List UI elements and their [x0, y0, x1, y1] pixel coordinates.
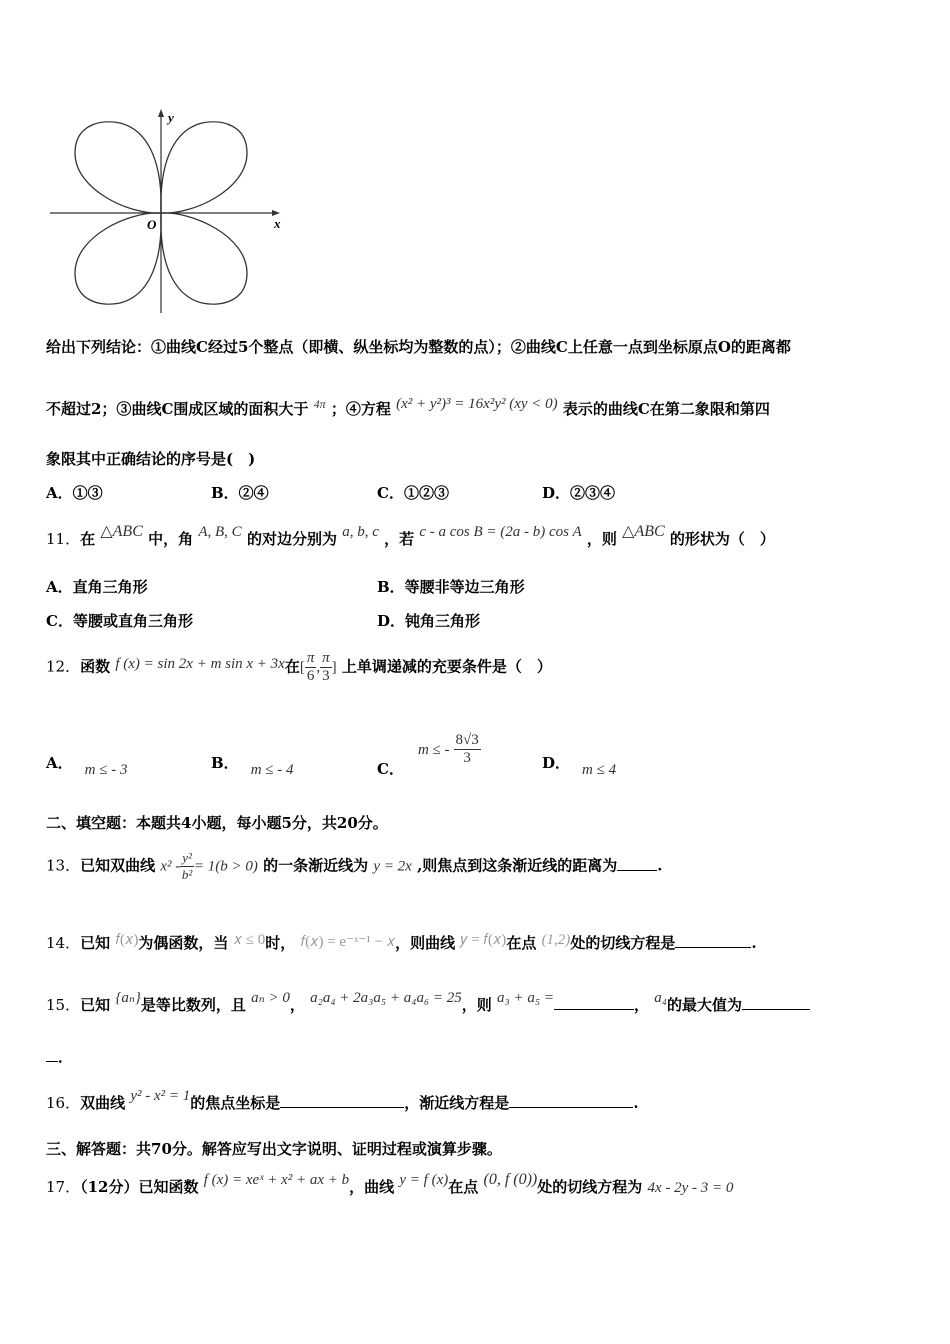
petal-top-left: [75, 122, 161, 213]
q12-frac-a: [305, 650, 317, 685]
q17-tangent: 4x - 2y - 3 = 0: [647, 1180, 734, 1196]
q12-interval-open: [: [299, 659, 305, 676]
q15-t4: 的最大值为: [666, 996, 742, 1014]
q10-option-a[interactable]: A．①③: [46, 484, 103, 502]
q12-frac-b: [320, 650, 332, 685]
q17-t3: 处的切线方程为: [537, 1178, 643, 1196]
section-2-heading: 二、填空题：本题共4小题，每小题5分，共20分。: [46, 814, 388, 832]
q14-expression: 𝑓(𝑥) = e⁻ˣ⁻¹ − 𝑥: [300, 934, 396, 950]
q11-option-b[interactable]: B．等腰非等边三角形: [377, 578, 525, 596]
q13-number: 13．: [46, 856, 81, 875]
q16-stem: [46, 1088, 639, 1113]
q13-t1: 已知双曲线: [80, 856, 156, 875]
q14-f: 𝑓(𝑥): [115, 932, 139, 948]
q15-positive: aₙ > 0: [251, 990, 290, 1006]
q16-t1: 双曲线: [80, 1094, 126, 1112]
q13-eq-post: = 1(b > 0): [193, 858, 258, 875]
q14-t1: 已知: [80, 934, 111, 952]
q15-t1: 已知: [80, 996, 111, 1014]
q16-number: 16．: [46, 1094, 81, 1112]
q12-option-c-num: 8√3: [455, 732, 479, 748]
q17-t2: 在点: [448, 1178, 479, 1196]
q15-continuation: [46, 1046, 73, 1067]
q13-t3: ,则焦点到这条渐近线的距离为: [417, 856, 618, 875]
q11-t2: 中，角: [148, 530, 194, 548]
q12-frac-a-den: 6: [306, 668, 315, 684]
q13-eq-den: b²: [181, 867, 193, 882]
axis-x-label: x: [274, 216, 281, 231]
q14-t6: 处的切线方程是: [570, 934, 676, 952]
q15-a4: a₄: [654, 990, 667, 1006]
q11-t3: 的对边分别为: [246, 530, 337, 548]
q10-option-d[interactable]: D．②③④: [542, 484, 616, 502]
q11-option-c[interactable]: C．等腰或直角三角形: [46, 612, 193, 630]
q12-option-c-den: 3: [463, 750, 471, 766]
q13-asymptote: y = 2x: [373, 858, 412, 875]
q17-t1: ，曲线: [349, 1178, 395, 1196]
q11-t1: 在: [80, 530, 96, 548]
q14-t3: 时，: [265, 934, 296, 952]
q15-t2: 是等比数列，且: [140, 996, 246, 1014]
q14-curve: 𝑦 = 𝑓(𝑥): [460, 932, 507, 948]
q12-option-d-expr: m ≤ 4: [582, 762, 617, 778]
q15-comma-2: ，: [633, 996, 649, 1014]
q16-t2: 的焦点坐标是: [190, 1094, 281, 1112]
q10-option-b[interactable]: B．②④: [211, 484, 269, 502]
q10-line2-b: ；④方程: [330, 400, 391, 418]
q12-t1: 函数: [80, 657, 111, 676]
q15-answer-blank-2[interactable]: [742, 995, 810, 1010]
q12-option-a[interactable]: [46, 752, 128, 778]
q13-t2: 的一条渐近线为: [263, 856, 369, 875]
q14-answer-blank[interactable]: [675, 933, 751, 948]
q14-condition: 𝑥 ≤ 0: [233, 932, 266, 948]
q16-t3: ，渐近线方程是: [404, 1094, 510, 1112]
origin-label: O: [147, 217, 157, 232]
q11-condition: c - a cos B = (2a - b) cos A: [419, 524, 582, 540]
q11-option-a[interactable]: A．直角三角形: [46, 578, 148, 596]
q11-stem: [46, 523, 775, 549]
q17-function: f (x) = xeˣ + x² + ax + b: [203, 1172, 350, 1188]
q15-sequence: {aₙ}: [115, 990, 141, 1006]
q12-option-b-label: B．: [211, 754, 239, 772]
q12-t2: 在: [284, 657, 300, 676]
q12-option-c-frac: [454, 732, 481, 767]
q10-line2: [46, 398, 770, 419]
q12-option-d-label: D．: [542, 754, 571, 772]
q17-curve: y = f (x): [399, 1172, 449, 1188]
q15-answer-blank-2-cont[interactable]: [46, 1047, 58, 1062]
q14-end: .: [751, 934, 757, 952]
q15-sum: a₃ + a₅ =: [497, 990, 554, 1006]
q10-line1: 给出下列结论：①曲线C经过5个整点（即横、纵坐标均为整数的点）；②曲线C上任意一点到坐标原点O的距离都: [46, 338, 791, 356]
q12-frac-a-num: π: [306, 650, 315, 666]
q12-frac-b-num: π: [322, 650, 330, 666]
q10-line2-c: 表示的曲线C在第二象限和第四: [562, 400, 770, 418]
q13-eq-pre: x² -: [160, 858, 181, 875]
q11-triangle-2: △ABC: [622, 523, 665, 540]
q11-option-d[interactable]: D．钝角三角形: [377, 612, 481, 630]
curve-figure: [40, 105, 300, 320]
q11-t4: ，若: [384, 530, 415, 548]
q15-stem: [46, 990, 810, 1015]
q12-function: f (x) = sin 2x + m sin x + 3x: [115, 655, 285, 672]
q14-t4: ，则曲线: [395, 934, 456, 952]
q12-interval-close: ]: [331, 659, 337, 676]
q17-point: (0, f (0)): [483, 1171, 538, 1188]
y-axis-arrow-icon: [158, 109, 164, 117]
q16-answer-blank-1[interactable]: [280, 1093, 404, 1108]
q11-angles: A, B, C: [198, 524, 242, 540]
q12-option-c[interactable]: [377, 732, 481, 778]
q11-t5: ，则: [586, 530, 617, 548]
q11-t6: 的形状为（ ）: [669, 530, 775, 548]
q14-t2: 为偶函数，当: [138, 934, 229, 952]
q10-line2-a: 不超过2；③曲线C围成区域的面积大于: [46, 400, 309, 418]
q12-frac-b-den: 3: [322, 668, 330, 684]
q13-stem: [46, 850, 663, 883]
q15-t3: ，则: [461, 996, 492, 1014]
petal-top-right: [161, 122, 247, 213]
q14-point: (1,2): [541, 932, 571, 948]
q12-option-c-expr: m ≤ -: [417, 741, 450, 758]
section-3-heading: 三、解答题：共70分。解答应写出文字说明、证明过程或演算步骤。: [46, 1140, 502, 1158]
q12-option-a-expr: m ≤ - 3: [84, 762, 128, 778]
q12-option-b[interactable]: [211, 752, 294, 778]
q13-answer-blank[interactable]: [617, 856, 657, 871]
q10-option-c[interactable]: C．①②③: [377, 484, 449, 502]
q10-equation: (x² + y²)³ = 16x²y² (xy < 0): [396, 396, 558, 412]
axis-y-label: y: [168, 110, 174, 125]
q15-number: 15．: [46, 996, 81, 1014]
q12-t3: 上单调递减的充要条件是（ ）: [341, 657, 552, 676]
q11-sides: a, b, c: [342, 524, 379, 540]
q14-stem: [46, 932, 757, 953]
q15-end: ．: [58, 1048, 74, 1066]
q11-number: 11．: [46, 530, 81, 548]
q12-option-c-label: C．: [377, 759, 404, 778]
q11-triangle: △ABC: [100, 523, 143, 540]
q12-number: 12．: [46, 657, 81, 676]
q13-eq-num: y²: [182, 850, 192, 865]
q17-stem: [46, 1171, 734, 1197]
q12-option-d[interactable]: [542, 752, 617, 778]
q13-end: .: [657, 856, 663, 875]
q15-comma-1: ，: [289, 996, 305, 1014]
q16-end: .: [633, 1094, 639, 1112]
q12-interval-comma: ,: [316, 659, 321, 676]
q15-answer-blank-1[interactable]: [554, 995, 634, 1010]
q12-option-b-expr: m ≤ - 4: [250, 762, 294, 778]
q10-area: 4π: [313, 397, 326, 411]
q12-option-a-label: A．: [46, 754, 73, 772]
q16-equation: y² - x² = 1: [130, 1088, 191, 1104]
q15-equation: a₂a₄ + 2a₃a₅ + a₄a₆ = 25: [310, 990, 462, 1006]
q12-stem: [46, 650, 552, 685]
q14-number: 14．: [46, 934, 81, 952]
q10-line3: 象限其中正确结论的序号是( ): [46, 450, 256, 468]
q14-t5: 在点: [506, 934, 537, 952]
q13-eq-frac: [180, 850, 194, 883]
q17-points: （12分）已知函数: [80, 1178, 199, 1196]
petal-bottom-right: [161, 213, 247, 304]
q17-number: 17．: [46, 1178, 81, 1196]
q16-answer-blank-2[interactable]: [509, 1093, 633, 1108]
